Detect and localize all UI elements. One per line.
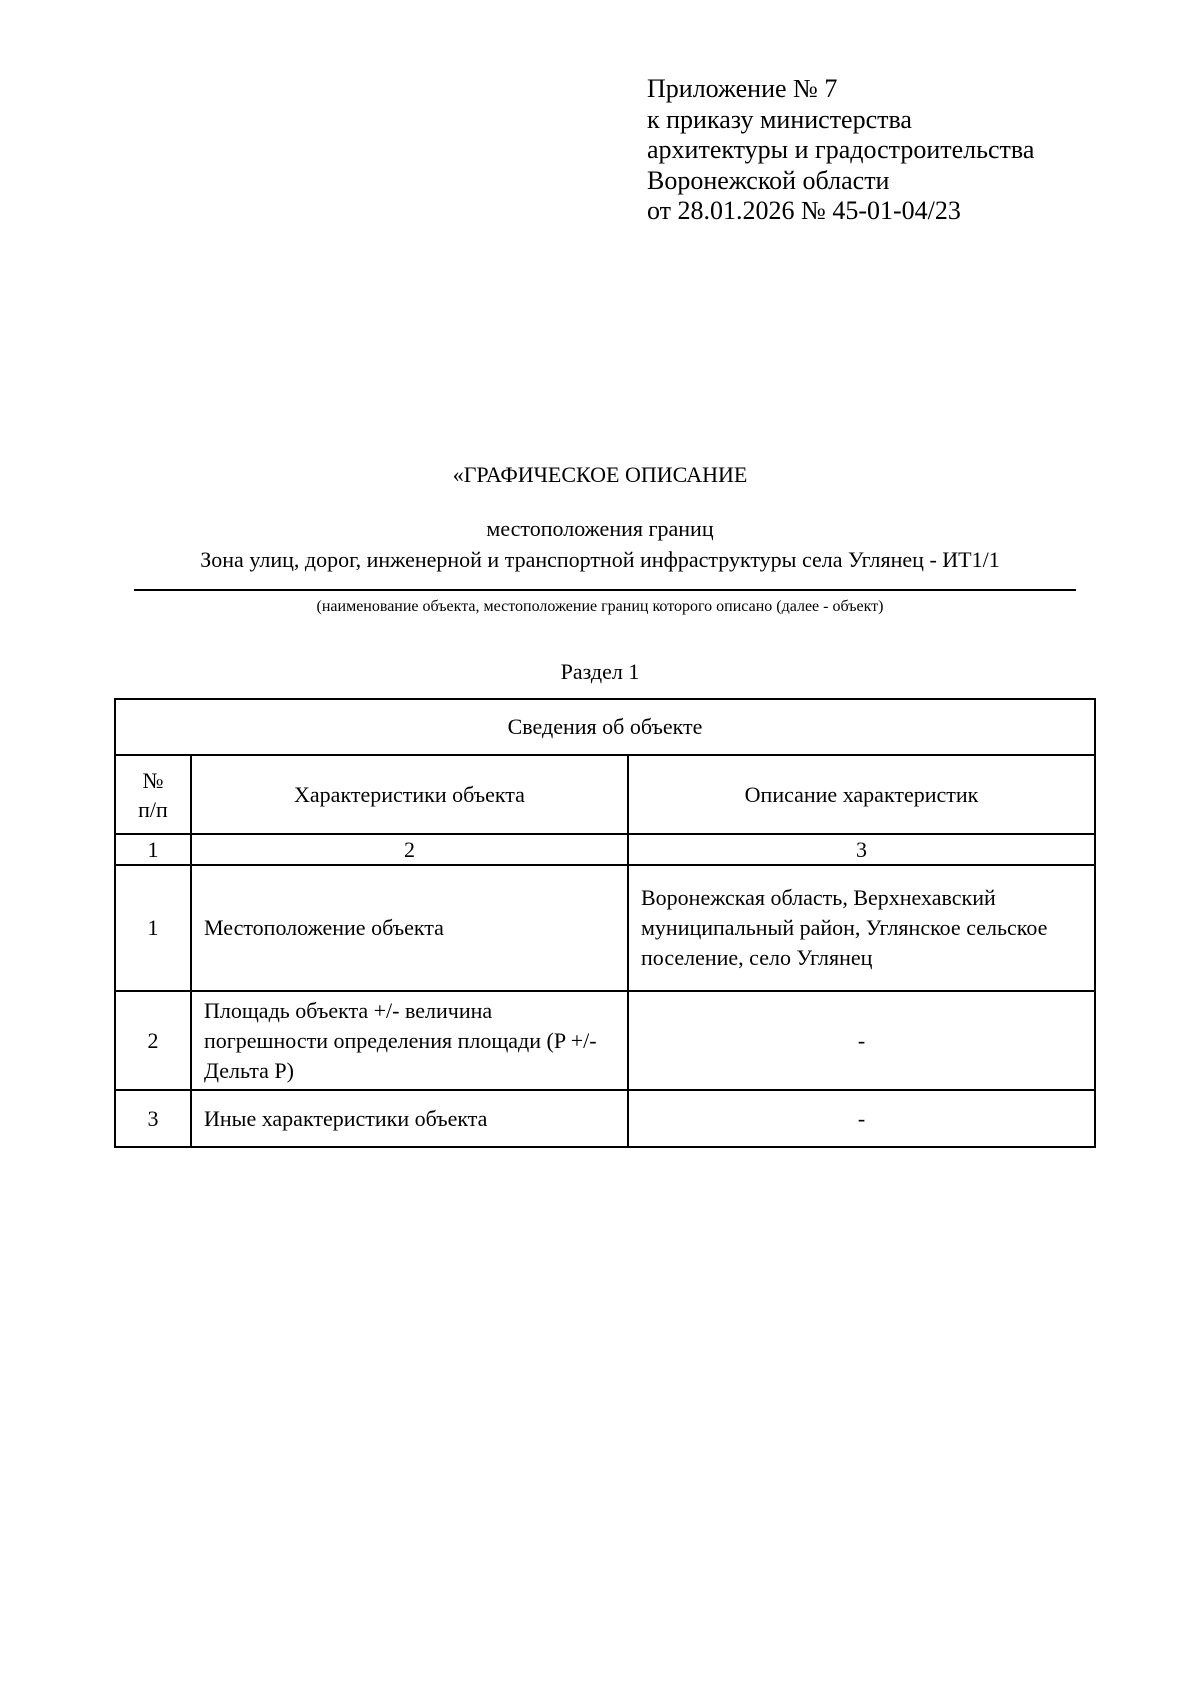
document-subtitle: местоположения границ bbox=[486, 516, 714, 541]
row-number: 1 bbox=[115, 865, 191, 991]
appendix-line-number: Приложение № 7 bbox=[647, 74, 838, 103]
appendix-header bbox=[647, 74, 1034, 227]
row-description: - bbox=[628, 991, 1095, 1090]
header-characteristics: Характеристики объекта bbox=[191, 755, 628, 834]
object-name-caption: (наименование объекта, местоположение границ которого описано (далее - объект) bbox=[316, 598, 884, 615]
row-number: 2 bbox=[115, 991, 191, 1090]
table-column-number-row bbox=[115, 834, 1095, 865]
section-label: Раздел 1 bbox=[560, 659, 640, 684]
column-number-3: 3 bbox=[628, 834, 1095, 865]
object-info-table bbox=[114, 698, 1096, 1148]
row-characteristic: Площадь объекта +/- величина погрешности определения площади (P +/- Дельта P) bbox=[191, 991, 628, 1090]
table-caption: Сведения об объекте bbox=[115, 699, 1095, 755]
object-name: Зона улиц, дорог, инженерной и транспортной инфраструктуры села Углянец - ИТ1/1 bbox=[200, 547, 1000, 572]
header-number-sign: № bbox=[142, 767, 164, 793]
header-description: Описание характеристик bbox=[628, 755, 1095, 834]
appendix-line-date: от 28.01.2026 № 45-01-04/23 bbox=[647, 196, 961, 225]
header-number-abbrev: п/п bbox=[138, 796, 168, 822]
appendix-line-ministry: архитектуры и градостроительства bbox=[647, 135, 1035, 164]
table-row bbox=[115, 865, 1095, 991]
document-title: «ГРАФИЧЕСКОЕ ОПИСАНИЕ bbox=[452, 462, 748, 487]
appendix-line-region: Воронежской области bbox=[647, 165, 890, 195]
object-name-underline bbox=[134, 589, 1076, 591]
table-caption-row bbox=[115, 699, 1095, 755]
row-characteristic: Иные характеристики объекта bbox=[191, 1090, 628, 1147]
row-description: Воронежская область, Верхнехавский муниципальный район, Углянское сельское поселение, село Углянец bbox=[628, 865, 1095, 991]
row-number: 3 bbox=[115, 1090, 191, 1147]
header-number bbox=[115, 755, 191, 834]
table-row bbox=[115, 991, 1095, 1090]
table-row bbox=[115, 1090, 1095, 1147]
column-number-1: 1 bbox=[115, 834, 191, 865]
appendix-line-order: к приказу министерства bbox=[647, 104, 912, 134]
column-number-2: 2 bbox=[191, 834, 628, 865]
table-header-row bbox=[115, 755, 1095, 834]
row-description: - bbox=[628, 1090, 1095, 1147]
row-characteristic: Местоположение объекта bbox=[191, 865, 628, 991]
